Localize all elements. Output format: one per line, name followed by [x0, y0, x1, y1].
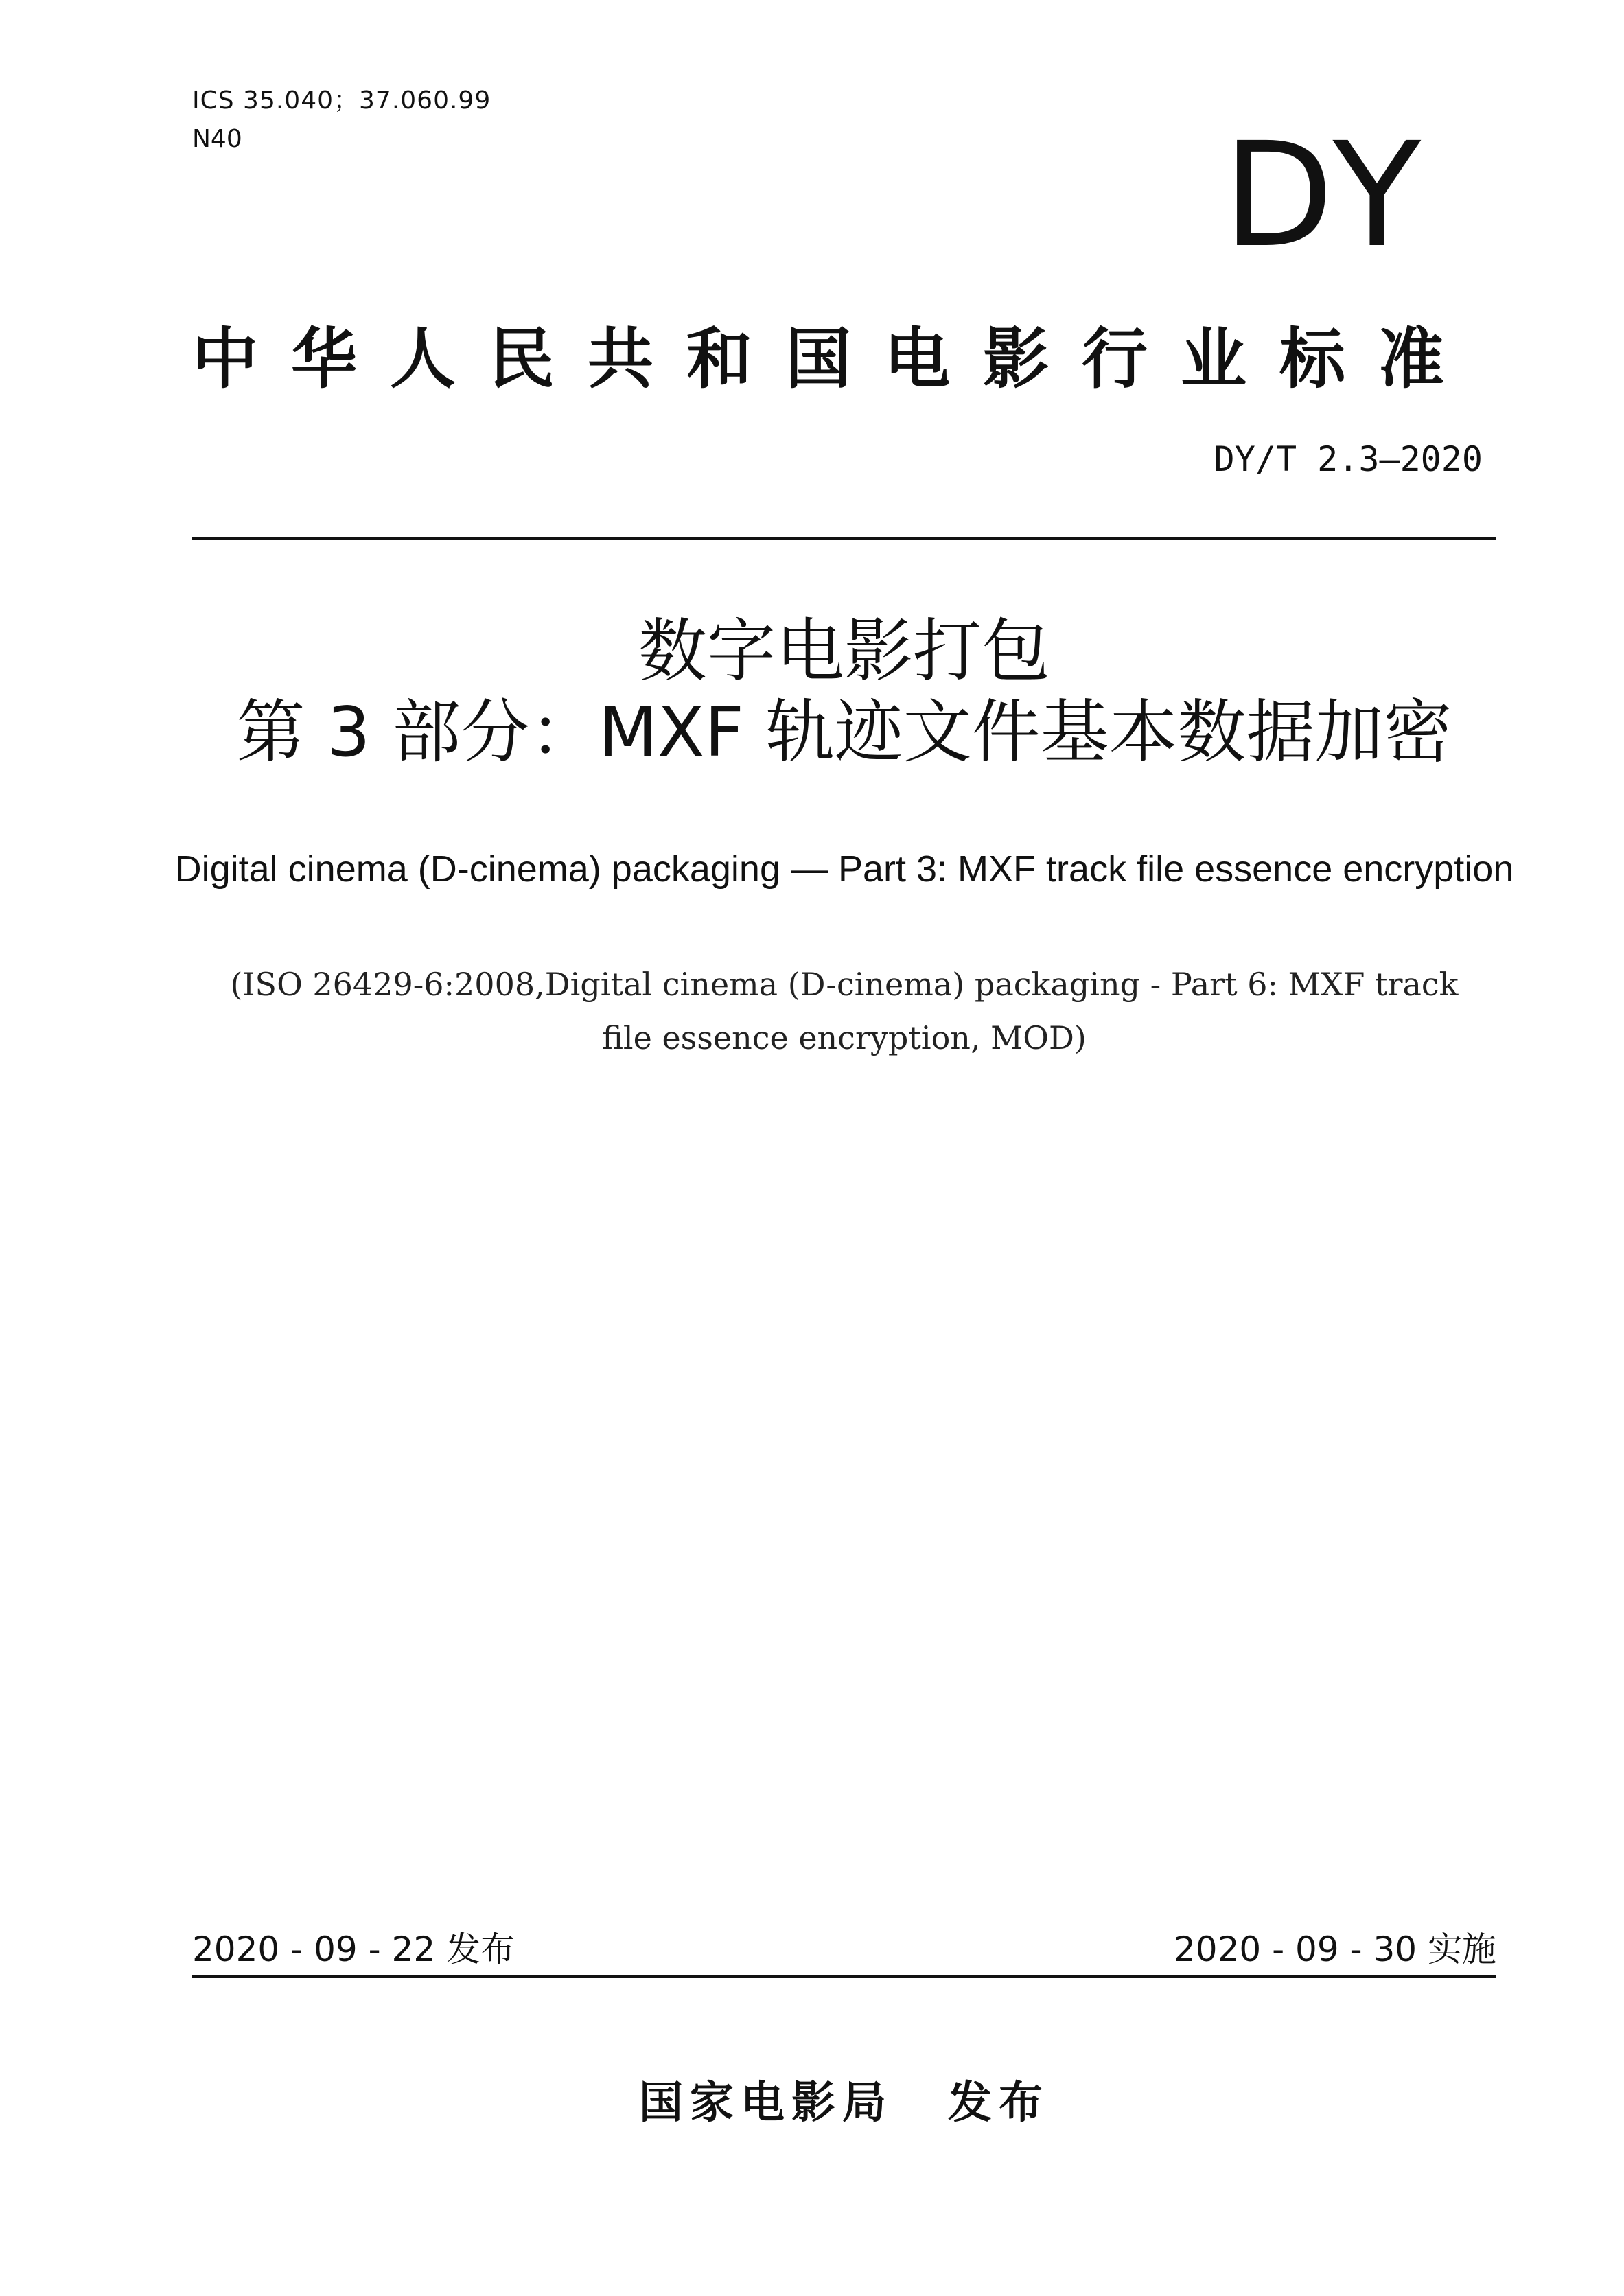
issuer-action: 发布 — [948, 2078, 1049, 2129]
standard-classification: 中华人民共和国电影行业标准 — [192, 321, 1477, 397]
chinese-title-line-1: 数字电影打包 — [638, 611, 1050, 691]
standard-logo: DY — [1222, 111, 1428, 279]
ics-code: ICS 35.040；37.060.99 — [192, 86, 491, 115]
english-title: Digital cinema (D-cinema) packaging — Part 3: MXF track file essence encryption — [174, 848, 1514, 890]
standard-number: DY/T 2.3—2020 — [1214, 439, 1483, 479]
bottom-divider — [192, 1975, 1496, 1978]
chinese-title-line-2: 第 3 部分：MXF 轨迹文件基本数据加密 — [236, 692, 1452, 772]
issue-date: 2020 - 09 - 22 发布 — [192, 1929, 515, 1969]
ccs-code: N40 — [192, 125, 242, 153]
issuer-name: 国家电影局 — [639, 2078, 893, 2129]
adoption-note-line-1: (ISO 26429-6:2008,Digital cinema (D-cinema) packaging - Part 6: MXF track — [230, 966, 1459, 1003]
top-divider — [192, 537, 1496, 540]
adoption-note-line-2: file essence encryption, MOD) — [602, 1019, 1087, 1056]
adoption-note — [158, 958, 1531, 1065]
chinese-title — [192, 611, 1496, 773]
implementation-date: 2020 - 09 - 30 实施 — [1173, 1929, 1496, 1969]
issuer-line — [192, 2067, 1496, 2131]
